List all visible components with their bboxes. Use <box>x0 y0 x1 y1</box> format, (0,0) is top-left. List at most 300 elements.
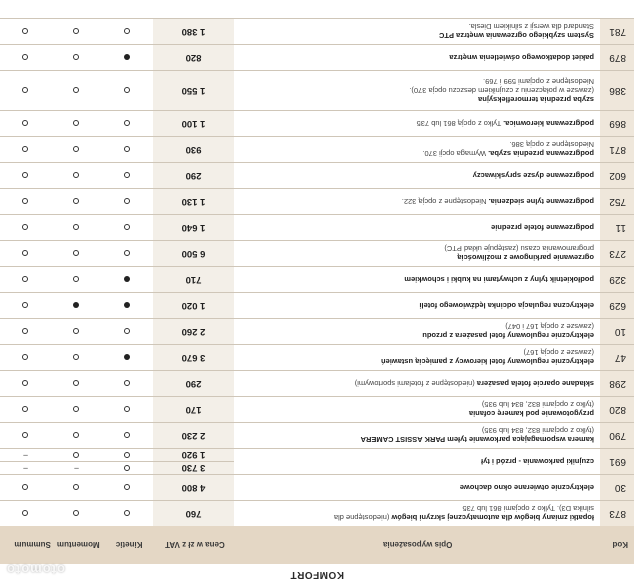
availability-kinetic <box>102 345 153 370</box>
option-name: szyba przednia termorefleksyjna <box>478 95 594 104</box>
option-name: czujniki parkowania - przód i tył <box>481 457 594 466</box>
option-name-note: Wymaga opcji 370. <box>422 149 489 159</box>
table-row <box>0 370 634 396</box>
availability-momentum <box>51 267 102 292</box>
table-row <box>0 44 634 70</box>
optional-circle-icon <box>23 29 29 35</box>
table-header <box>0 526 634 564</box>
option-name-line <box>240 197 594 206</box>
availability-momentum <box>51 449 102 474</box>
option-name: pakiet dodatkowego oświetlenia wnętrza <box>449 53 594 62</box>
availability-cell <box>102 397 153 422</box>
availability-cell <box>102 345 153 370</box>
option-note: Niedostępne z opcjami 599 i 769. <box>483 77 594 86</box>
availability-momentum <box>51 345 102 370</box>
table-row <box>0 500 634 526</box>
option-price <box>153 71 234 110</box>
option-name-line <box>240 483 594 492</box>
standard-dot-icon <box>125 303 131 309</box>
option-name: kamera wspomagająca parkowanie tyłem PARK ASSIST CAMERA <box>360 435 594 445</box>
option-note: (zawsze z opcją 167 i 047) <box>505 322 594 332</box>
availability-kinetic <box>102 423 153 448</box>
optional-circle-icon <box>125 147 131 153</box>
option-name: przygotowanie pod kamerę cofania <box>468 409 594 419</box>
availability-cell <box>51 462 102 474</box>
availability-kinetic <box>102 267 153 292</box>
option-code: 873 <box>600 501 634 526</box>
header-cena: Cena w zł z VAT <box>165 540 225 550</box>
availability-kinetic <box>102 111 153 136</box>
price-value: 2 260 <box>181 326 206 337</box>
availability-summum <box>0 137 51 162</box>
option-name: łopatki zmiany biegów dla automatycznej skrzyni biegów <box>391 513 594 523</box>
availability-summum <box>0 189 51 214</box>
availability-momentum <box>51 293 102 318</box>
availability-cell <box>51 71 102 110</box>
option-description <box>234 371 600 396</box>
option-code: 386 <box>600 71 634 110</box>
availability-momentum <box>51 319 102 344</box>
availability-kinetic <box>102 501 153 526</box>
optional-circle-icon <box>23 303 29 309</box>
availability-cell <box>51 371 102 396</box>
unavailable-dash-icon: – <box>23 464 28 473</box>
price-value: 3 730 <box>181 462 206 474</box>
availability-summum <box>0 267 51 292</box>
optional-circle-icon <box>125 511 131 517</box>
optional-circle-icon <box>74 251 80 257</box>
option-code: 869 <box>600 111 634 136</box>
option-name: elektryczna regulacja odcinka lędźwiowego foteli <box>419 301 594 310</box>
price-value: 1 130 <box>181 196 206 207</box>
optional-circle-icon <box>125 199 131 205</box>
standard-dot-icon <box>125 55 131 61</box>
availability-momentum <box>51 423 102 448</box>
option-description <box>234 111 600 136</box>
availability-cell <box>0 45 51 70</box>
table-row <box>0 70 634 110</box>
option-description <box>234 137 600 162</box>
optional-circle-icon <box>125 225 131 231</box>
availability-summum <box>0 319 51 344</box>
optional-circle-icon <box>23 407 29 413</box>
availability-momentum <box>51 475 102 500</box>
availability-summum <box>0 19 51 44</box>
availability-summum <box>0 501 51 526</box>
availability-cell <box>0 319 51 344</box>
availability-momentum <box>51 111 102 136</box>
availability-cell <box>0 449 51 462</box>
availability-cell <box>0 371 51 396</box>
option-name: podgrzewana kierownica. <box>503 119 594 128</box>
table-row <box>0 422 634 448</box>
option-name-line <box>240 119 594 128</box>
option-note: (zawsze z opcją 167) <box>523 348 594 358</box>
price-value: 820 <box>185 52 202 63</box>
availability-summum <box>0 111 51 136</box>
option-name-line <box>240 379 594 388</box>
optional-circle-icon <box>74 511 80 517</box>
availability-cell <box>102 449 153 462</box>
availability-cell <box>0 423 51 448</box>
optional-circle-icon <box>23 88 29 94</box>
option-note: (tylko z opcjami 832, 834 lub 935) <box>481 400 594 410</box>
table-row <box>0 474 634 500</box>
availability-kinetic <box>102 189 153 214</box>
availability-cell <box>102 71 153 110</box>
option-code: 30 <box>600 475 634 500</box>
availability-cell <box>102 371 153 396</box>
table-row <box>0 396 634 422</box>
availability-summum <box>0 241 51 266</box>
option-code: 820 <box>600 397 634 422</box>
availability-cell <box>51 319 102 344</box>
option-description <box>234 267 600 292</box>
standard-dot-icon <box>74 303 80 309</box>
option-name-line <box>240 32 594 41</box>
option-name: elektrycznie regulowany fotel kierowcy z pamięcią ustawień <box>381 357 594 367</box>
header-kod: Kod <box>612 540 628 550</box>
availability-summum <box>0 423 51 448</box>
availability-cell <box>102 45 153 70</box>
option-description <box>234 345 600 370</box>
price-value: 4 800 <box>181 482 206 493</box>
availability-momentum <box>51 137 102 162</box>
option-name-note: Tylko z opcją 861 lub 735 <box>416 119 504 128</box>
optional-circle-icon <box>74 485 80 491</box>
option-price <box>153 371 234 396</box>
option-price <box>153 449 234 474</box>
header-opis: Opis wyposażenia <box>383 540 453 550</box>
availability-cell <box>0 163 51 188</box>
price-value: 1 640 <box>181 222 206 233</box>
header-summum: Summum <box>14 540 51 550</box>
optional-circle-icon <box>125 452 131 458</box>
availability-momentum <box>51 45 102 70</box>
optional-circle-icon <box>125 407 131 413</box>
availability-kinetic <box>102 137 153 162</box>
availability-momentum <box>51 19 102 44</box>
optional-circle-icon <box>125 381 131 387</box>
price-value: 2 230 <box>181 430 206 441</box>
availability-cell <box>102 319 153 344</box>
option-code: 47 <box>600 345 634 370</box>
option-code: 691 <box>600 449 634 474</box>
price-value: 3 670 <box>181 352 206 363</box>
availability-cell <box>51 19 102 44</box>
optional-circle-icon <box>74 433 80 439</box>
availability-cell <box>51 475 102 500</box>
header-kinetic: Kinetic <box>115 540 143 550</box>
availability-cell <box>102 19 153 44</box>
availability-cell <box>102 475 153 500</box>
option-name: System szybkiego ogrzewania wnętrza PTC <box>438 31 594 41</box>
availability-cell <box>51 189 102 214</box>
option-price <box>153 163 234 188</box>
table-row <box>0 18 634 44</box>
availability-kinetic <box>102 293 153 318</box>
availability-kinetic <box>102 71 153 110</box>
option-name-line <box>240 95 594 104</box>
availability-summum <box>0 345 51 370</box>
option-code: 879 <box>600 45 634 70</box>
option-description <box>234 501 600 526</box>
availability-cell <box>0 267 51 292</box>
availability-kinetic <box>102 475 153 500</box>
option-name-line <box>240 514 594 523</box>
availability-kinetic <box>102 371 153 396</box>
price-value: 290 <box>185 170 202 181</box>
standard-dot-icon <box>125 355 131 361</box>
table-row <box>0 188 634 214</box>
option-name: podgrzewana przednia szyba. <box>488 149 594 159</box>
optional-circle-icon <box>74 29 80 35</box>
table-row <box>0 240 634 266</box>
option-description <box>234 241 600 266</box>
table-row <box>0 162 634 188</box>
availability-kinetic <box>102 241 153 266</box>
price-value: 6 500 <box>181 248 206 259</box>
optional-circle-icon <box>23 355 29 361</box>
optional-circle-icon <box>23 173 29 179</box>
optional-circle-icon <box>74 407 80 413</box>
optional-circle-icon <box>74 381 80 387</box>
price-value: 1 020 <box>181 300 206 311</box>
availability-summum <box>0 397 51 422</box>
optional-circle-icon <box>23 381 29 387</box>
availability-cell <box>51 111 102 136</box>
option-name-line <box>240 150 594 159</box>
availability-summum <box>0 163 51 188</box>
availability-cell <box>0 501 51 526</box>
availability-cell <box>51 449 102 462</box>
availability-cell <box>51 241 102 266</box>
optional-circle-icon <box>125 329 131 335</box>
availability-cell <box>0 293 51 318</box>
option-name-line <box>240 171 594 180</box>
optional-circle-icon <box>23 251 29 257</box>
optional-circle-icon <box>125 485 131 491</box>
availability-cell <box>0 462 51 474</box>
availability-summum <box>0 215 51 240</box>
option-description <box>234 189 600 214</box>
availability-cell <box>51 163 102 188</box>
availability-cell <box>102 241 153 266</box>
option-code: 629 <box>600 293 634 318</box>
availability-cell <box>0 137 51 162</box>
table-row <box>0 318 634 344</box>
availability-cell <box>102 423 153 448</box>
option-description <box>234 215 600 240</box>
availability-cell <box>51 345 102 370</box>
availability-cell <box>102 111 153 136</box>
option-price <box>153 319 234 344</box>
availability-cell <box>0 475 51 500</box>
option-name: elektrycznie otwierane okno dachowe <box>459 483 594 492</box>
availability-cell <box>51 397 102 422</box>
availability-momentum <box>51 397 102 422</box>
availability-summum <box>0 449 51 474</box>
price-value: 1 920 <box>153 449 234 462</box>
watermark: otomoto <box>6 562 65 577</box>
option-description <box>234 293 600 318</box>
availability-cell <box>51 267 102 292</box>
optional-circle-icon <box>125 173 131 179</box>
option-description <box>234 449 600 474</box>
option-price <box>153 267 234 292</box>
option-price <box>153 293 234 318</box>
optional-circle-icon <box>74 147 80 153</box>
option-code: 871 <box>600 137 634 162</box>
option-note: programowania czasu (zastępuje układ PTC) <box>444 244 594 254</box>
option-price <box>153 423 234 448</box>
option-code: 602 <box>600 163 634 188</box>
availability-cell <box>51 215 102 240</box>
option-price <box>153 19 234 44</box>
option-description <box>234 423 600 448</box>
option-description <box>234 397 600 422</box>
option-description <box>234 45 600 70</box>
availability-momentum <box>51 71 102 110</box>
optional-circle-icon <box>23 225 29 231</box>
option-description <box>234 71 600 110</box>
availability-kinetic <box>102 163 153 188</box>
option-description <box>234 319 600 344</box>
optional-circle-icon <box>23 121 29 127</box>
option-name-note: (niedostępne dla <box>333 513 392 523</box>
optional-circle-icon <box>74 199 80 205</box>
option-price <box>153 345 234 370</box>
optional-circle-icon <box>74 225 80 231</box>
option-name-line <box>240 457 594 466</box>
table-row <box>0 266 634 292</box>
availability-momentum <box>51 163 102 188</box>
option-price <box>153 111 234 136</box>
availability-summum <box>0 371 51 396</box>
optional-circle-icon <box>74 277 80 283</box>
optional-circle-icon <box>74 452 80 458</box>
availability-momentum <box>51 215 102 240</box>
availability-cell <box>0 241 51 266</box>
availability-kinetic <box>102 397 153 422</box>
availability-cell <box>0 71 51 110</box>
availability-cell <box>102 137 153 162</box>
optional-circle-icon <box>125 29 131 35</box>
option-name-line <box>240 254 594 263</box>
optional-circle-icon <box>125 433 131 439</box>
option-code: 11 <box>600 215 634 240</box>
option-description <box>234 163 600 188</box>
option-code: 10 <box>600 319 634 344</box>
option-name-line <box>240 223 594 232</box>
availability-cell <box>102 215 153 240</box>
option-price <box>153 241 234 266</box>
table-row <box>0 292 634 318</box>
price-value: 170 <box>185 404 202 415</box>
optional-circle-icon <box>125 251 131 257</box>
optional-circle-icon <box>23 485 29 491</box>
option-price <box>153 137 234 162</box>
optional-circle-icon <box>23 433 29 439</box>
optional-circle-icon <box>74 88 80 94</box>
optional-circle-icon <box>74 173 80 179</box>
optional-circle-icon <box>23 55 29 61</box>
unavailable-dash-icon: – <box>23 451 28 460</box>
option-price <box>153 501 234 526</box>
header-momentum: Momentum <box>56 540 100 550</box>
table-row <box>0 110 634 136</box>
availability-cell <box>0 397 51 422</box>
price-value: 710 <box>185 274 202 285</box>
optional-circle-icon <box>74 355 80 361</box>
option-name-line <box>240 410 594 419</box>
option-note: Niedostępne z opcją 386. <box>509 140 594 150</box>
option-code: 752 <box>600 189 634 214</box>
price-value: 1 100 <box>181 118 206 129</box>
availability-cell <box>102 501 153 526</box>
optional-circle-icon <box>125 88 131 94</box>
option-description <box>234 19 600 44</box>
option-name-line <box>240 358 594 367</box>
option-price <box>153 475 234 500</box>
option-price <box>153 397 234 422</box>
option-description <box>234 475 600 500</box>
price-value: 1 380 <box>181 26 206 37</box>
availability-kinetic <box>102 319 153 344</box>
optional-circle-icon <box>125 465 131 471</box>
availability-momentum <box>51 371 102 396</box>
availability-cell <box>102 293 153 318</box>
option-code: 790 <box>600 423 634 448</box>
option-name: podgrzewane tylne siedzenia. <box>488 197 594 206</box>
availability-summum <box>0 45 51 70</box>
unavailable-dash-icon: – <box>74 464 79 473</box>
availability-cell <box>0 215 51 240</box>
optional-circle-icon <box>125 121 131 127</box>
table-row <box>0 136 634 162</box>
availability-cell <box>0 19 51 44</box>
table-row <box>0 448 634 474</box>
price-value: 1 550 <box>181 85 206 96</box>
option-name-note: Niedostępne z opcją 322. <box>401 197 489 206</box>
availability-cell <box>0 189 51 214</box>
option-name: podgrzewane fotele przednie <box>491 223 594 232</box>
option-price <box>153 45 234 70</box>
price-value: 760 <box>185 508 202 519</box>
option-price <box>153 189 234 214</box>
availability-momentum <box>51 189 102 214</box>
availability-momentum <box>51 241 102 266</box>
availability-cell <box>102 189 153 214</box>
section-title: KOMFORT <box>289 569 345 580</box>
price-value: 290 <box>185 378 202 389</box>
optional-circle-icon <box>23 199 29 205</box>
availability-kinetic <box>102 19 153 44</box>
availability-summum <box>0 293 51 318</box>
optional-circle-icon <box>74 55 80 61</box>
option-note: silnika D3). Tylko z opcjami 861 lub 735 <box>462 504 594 514</box>
option-name-line <box>240 301 594 310</box>
optional-circle-icon <box>74 329 80 335</box>
availability-cell <box>102 267 153 292</box>
availability-momentum <box>51 501 102 526</box>
optional-circle-icon <box>23 511 29 517</box>
standard-dot-icon <box>125 277 131 283</box>
option-name-note: (niedostępne z fotelami sportowymi) <box>354 379 477 388</box>
option-note: (zawsze w połączeniu z czujnikiem deszczu opcja 370). <box>409 86 594 95</box>
option-note: (tylko z opcjami 832, 834 lub 935) <box>481 426 594 436</box>
option-name: ogrzewanie parkingowe z możliwością <box>457 253 594 263</box>
